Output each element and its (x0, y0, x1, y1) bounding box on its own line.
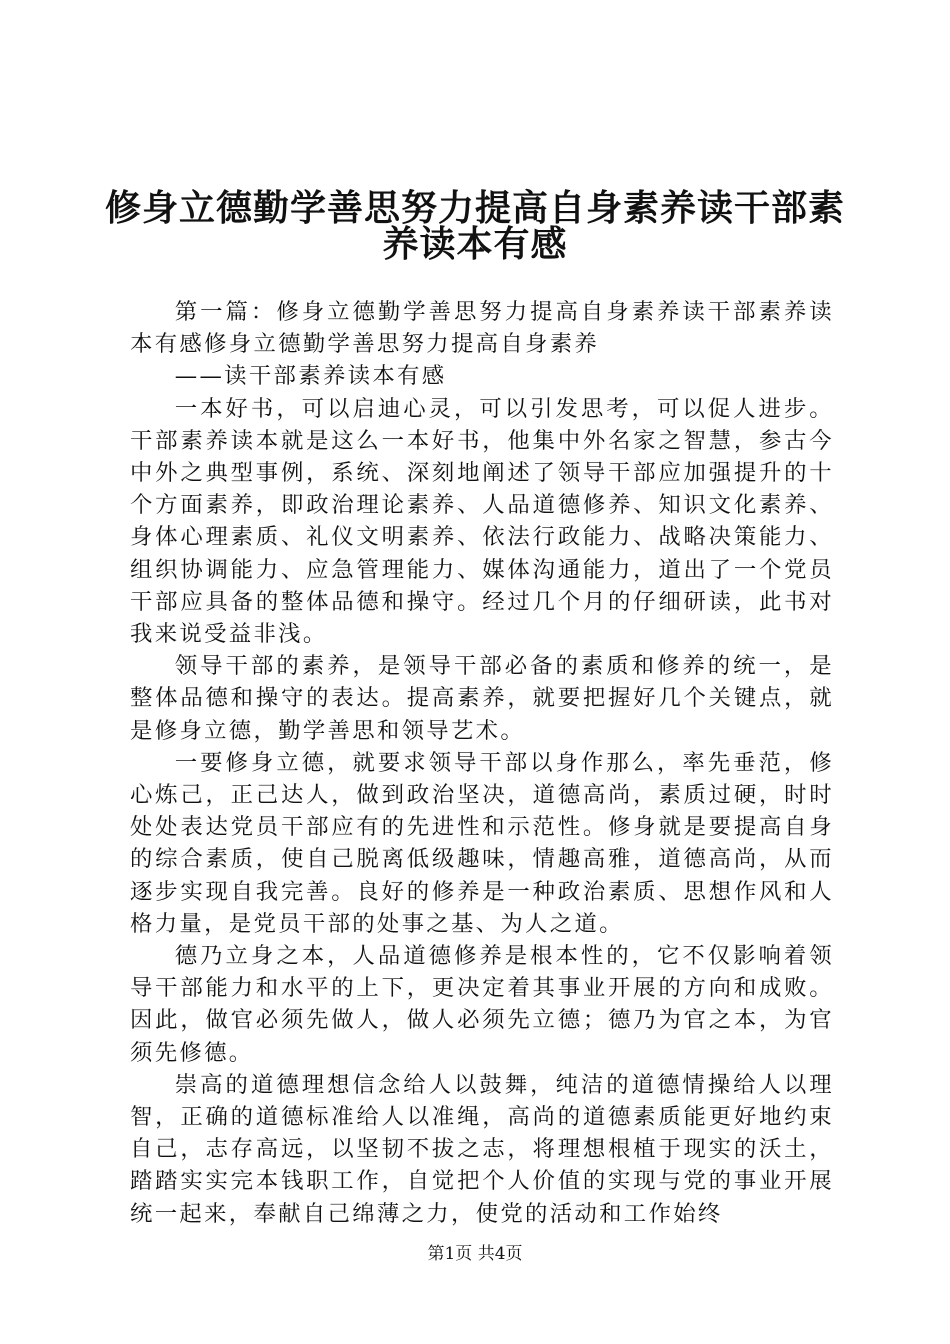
paragraph-7: 崇高的道德理想信念给人以鼓舞，纯洁的道德情操给人以理智，正确的道德标准给人以准绳，高尚的道德素质能更好地约束自己，志存高远，以坚韧不拔之志，将理想根植于现实的沃土，踏踏实实完本钱职工作，自觉把个人价值的实现与党的事业开展统一起来，奉献自己绵薄之力，使党的活动和工作始终 (130, 1071, 834, 1227)
document-body (130, 296, 834, 1230)
paragraph-2: ——读干部素养读本有感 (174, 363, 447, 390)
document-title-line-2: 养读本有感 (382, 223, 568, 265)
paragraph-3: 一本好书，可以启迪心灵，可以引发思考，可以促人进步。干部素养读本就是这么一本好书，他集中外名家之智慧，参古今中外之典型事例，系统、深刻地阐述了领导干部应加强提升的十个方面素养，即政治理论素养、人品道德修养、知识文化素养、身体心理素质、礼仪文明素养、依法行政能力、战略决策能力、组织协调能力、应急管理能力、媒体沟通能力，道出了一个党员干部应具备的整体品德和操守。经过几个月的仔细研读，此书对我来说受益非浅。 (130, 395, 834, 648)
paragraph-5: 一要修身立德，就要求领导干部以身作那么，率先垂范，修心炼己，正己达人，做到政治坚决，道德高尚，素质过硬，时时处处表达党员干部应有的先进性和示范性。修身就是要提高自身的综合素质，使自己脱离低级趣味，情趣高雅，道德高尚，从而逐步实现自我完善。良好的修养是一种政治素质、思想作风和人格力量，是党员干部的处事之基、为人之道。 (130, 749, 834, 937)
document-title-line-1: 修身立德勤学善思努力提高自身素养读干部素 (104, 187, 845, 229)
paragraph-6: 德乃立身之本，人品道德修养是根本性的，它不仅影响着领导干部能力和水平的上下，更决定着其事业开展的方向和成败。因此，做官必须先做人，做人必须先立德；德乃为官之本，为官须先修德。 (130, 943, 834, 1066)
page-number-footer: 第1页 共4页 (427, 1244, 523, 1264)
paragraph-1: 第一篇：修身立德勤学善思努力提高自身素养读干部素养读本有感修身立德勤学善思努力提高自身素养 (130, 299, 834, 358)
paragraph-4: 领导干部的素养，是领导干部必备的素质和修养的统一，是整体品德和操守的表达。提高素养，就要把握好几个关键点，就是修身立德，勤学善思和领导艺术。 (130, 653, 834, 744)
